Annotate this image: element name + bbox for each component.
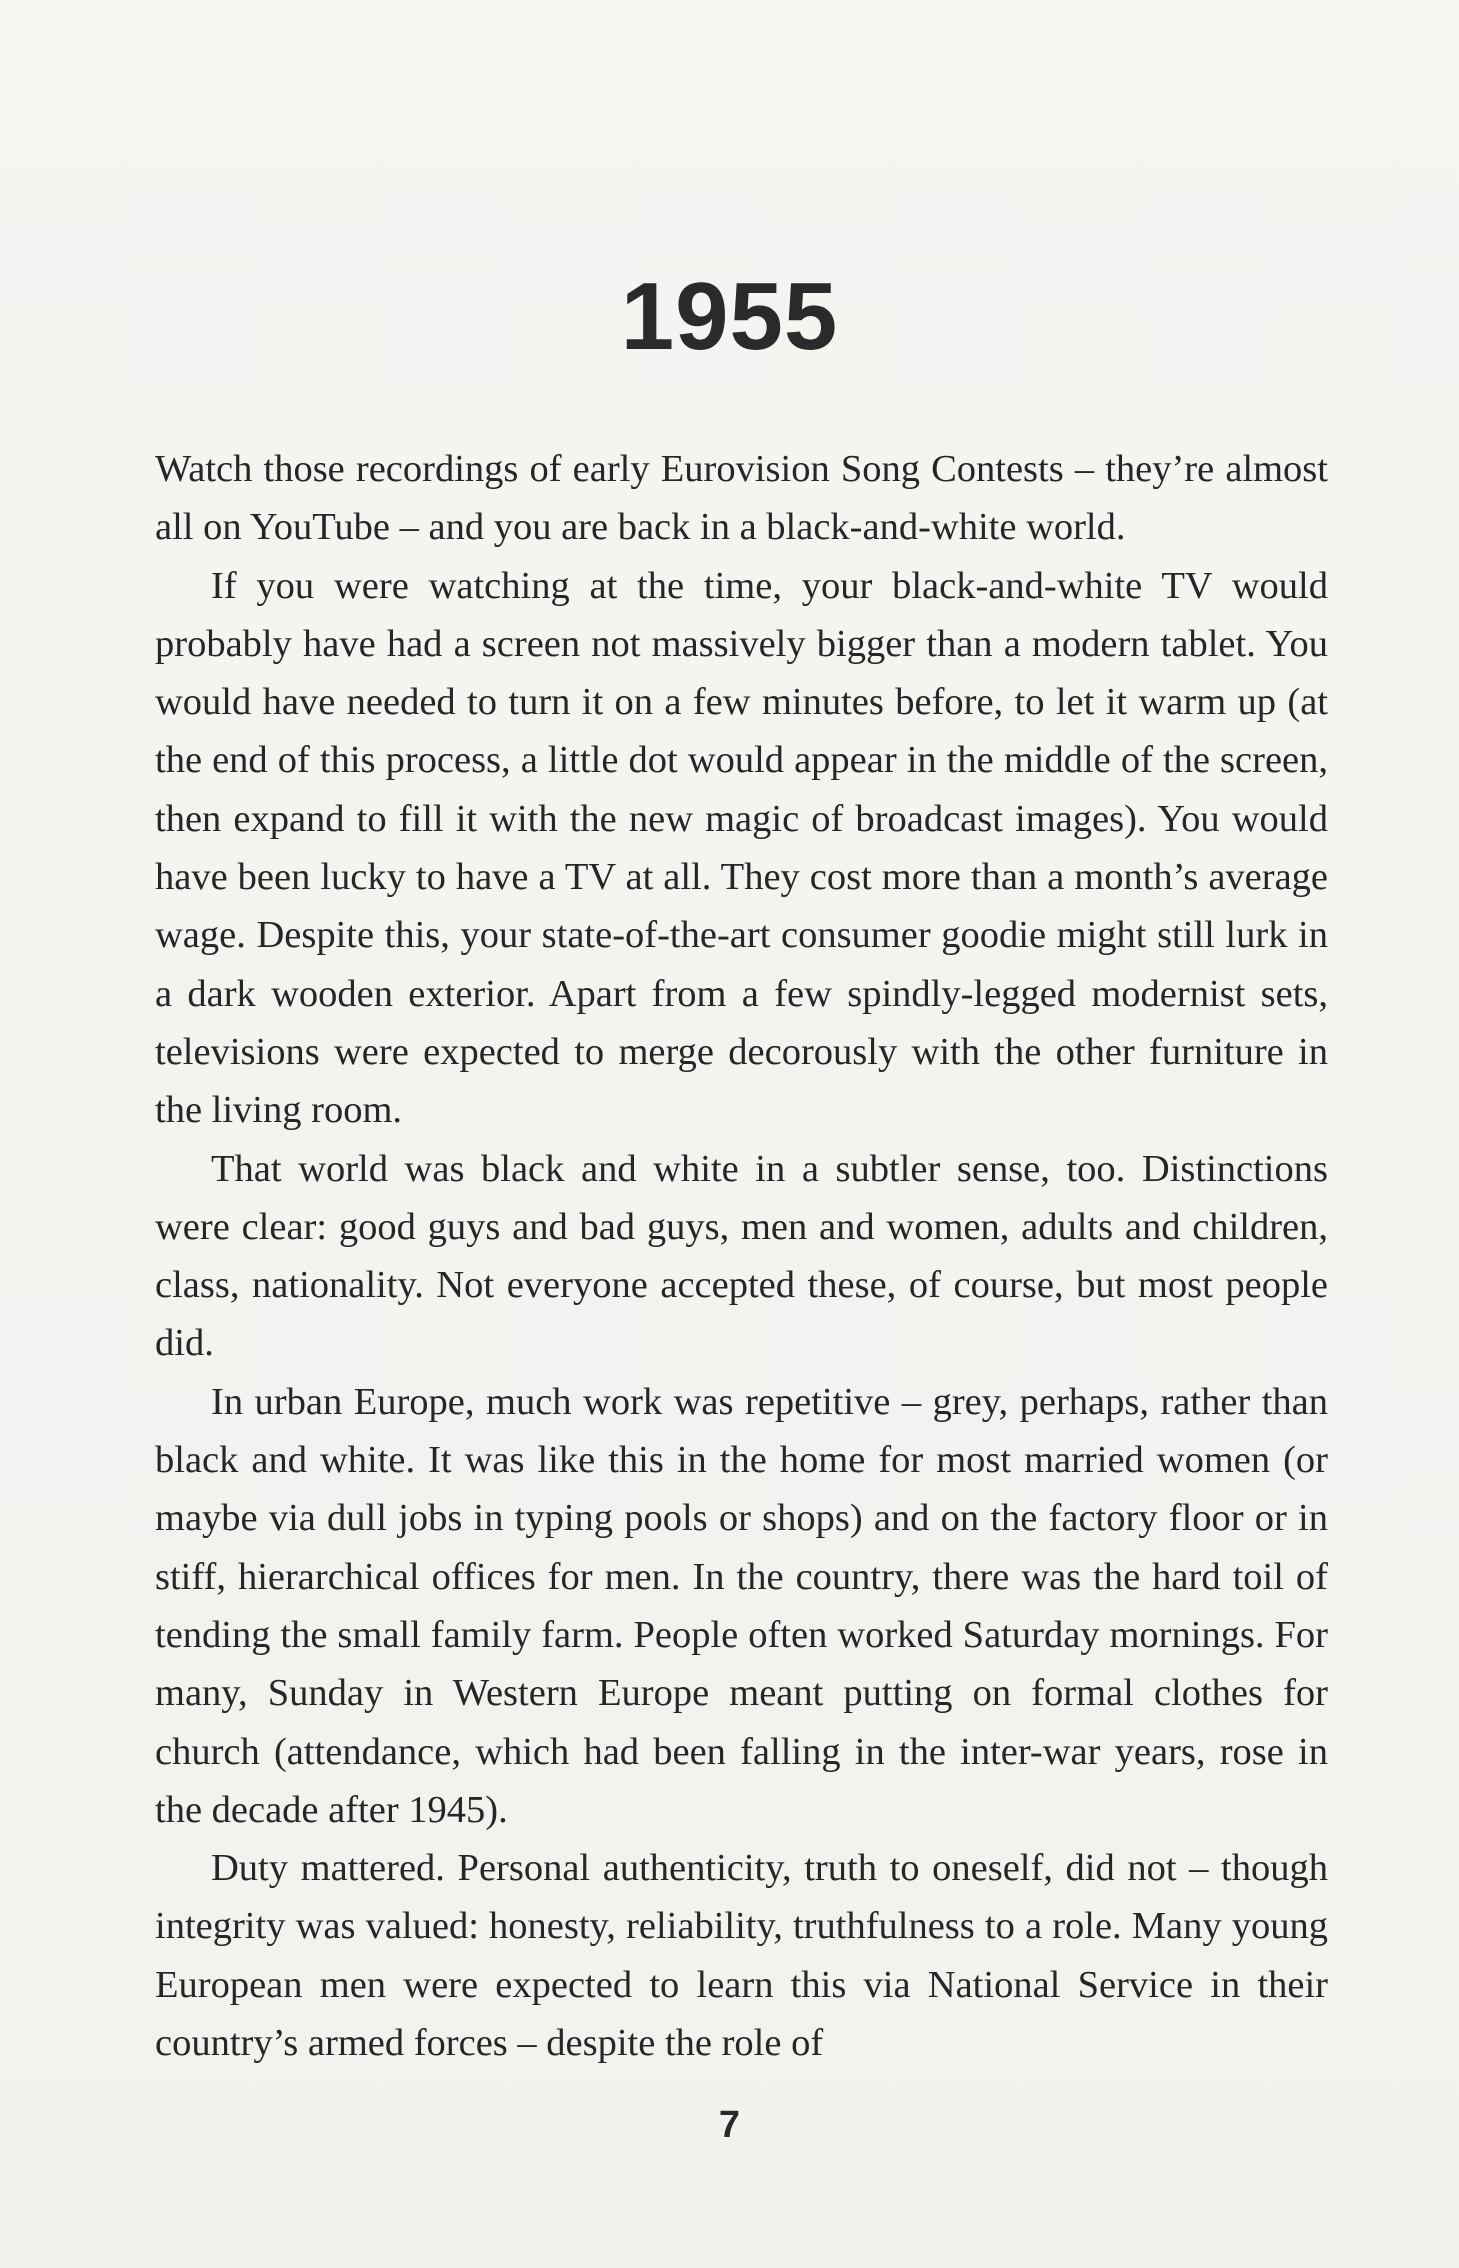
body-text xyxy=(155,440,1328,2072)
paragraph: That world was black and white in a subtler sense, too. Distinctions were clear: good guys and bad guys, men and women, adults and children, class, nationality. Not everyone accepted these, of course, but most people did. xyxy=(155,1147,1328,1365)
paragraph: Duty mattered. Personal authenticity, truth to oneself, did not – though integrity was valued: honesty, reliability, truthfulness to a role. Many young European men were expected to learn this via National Service in their country’s armed forces – despite the role of xyxy=(155,1847,1328,2065)
chapter-title: 1955 xyxy=(620,263,839,371)
paragraph: If you were watching at the time, your black-and-white TV would probably have had a screen not massively bigger than a modern tablet. You would have needed to turn it on a few minutes before, to let it warm up (at the end of this process, a little dot would appear in the middle of the screen, then expand to fill it with the new magic of broadcast images). You would have been lucky to have a TV at all. They cost more than a month’s average wage. Despite this, your state-of-the-art consumer goodie might still lurk in a dark wooden exterior. Apart from a few spindly-legged modernist sets, televisions were expected to merge decorously with the other furniture in the living room. xyxy=(155,564,1328,1132)
paragraph: In urban Europe, much work was repetitive – grey, perhaps, rather than black and white. It was like this in the home for most married women (or maybe via dull jobs in typing pools or shops) and on the factory floor or in stiff, hierarchical offices for men. In the country, there was the hard toil of tending the small family farm. People often worked Saturday mornings. For many, Sunday in Western Europe meant putting on formal clothes for church (attendance, which had been falling in the inter-war years, rose in the decade after 1945). xyxy=(155,1380,1328,1831)
paragraph: Watch those recordings of early Eurovision Song Contests – they’re almost all on YouTube – and you are back in a black-and-white world. xyxy=(155,448,1328,549)
page-number: 7 xyxy=(718,2104,741,2146)
